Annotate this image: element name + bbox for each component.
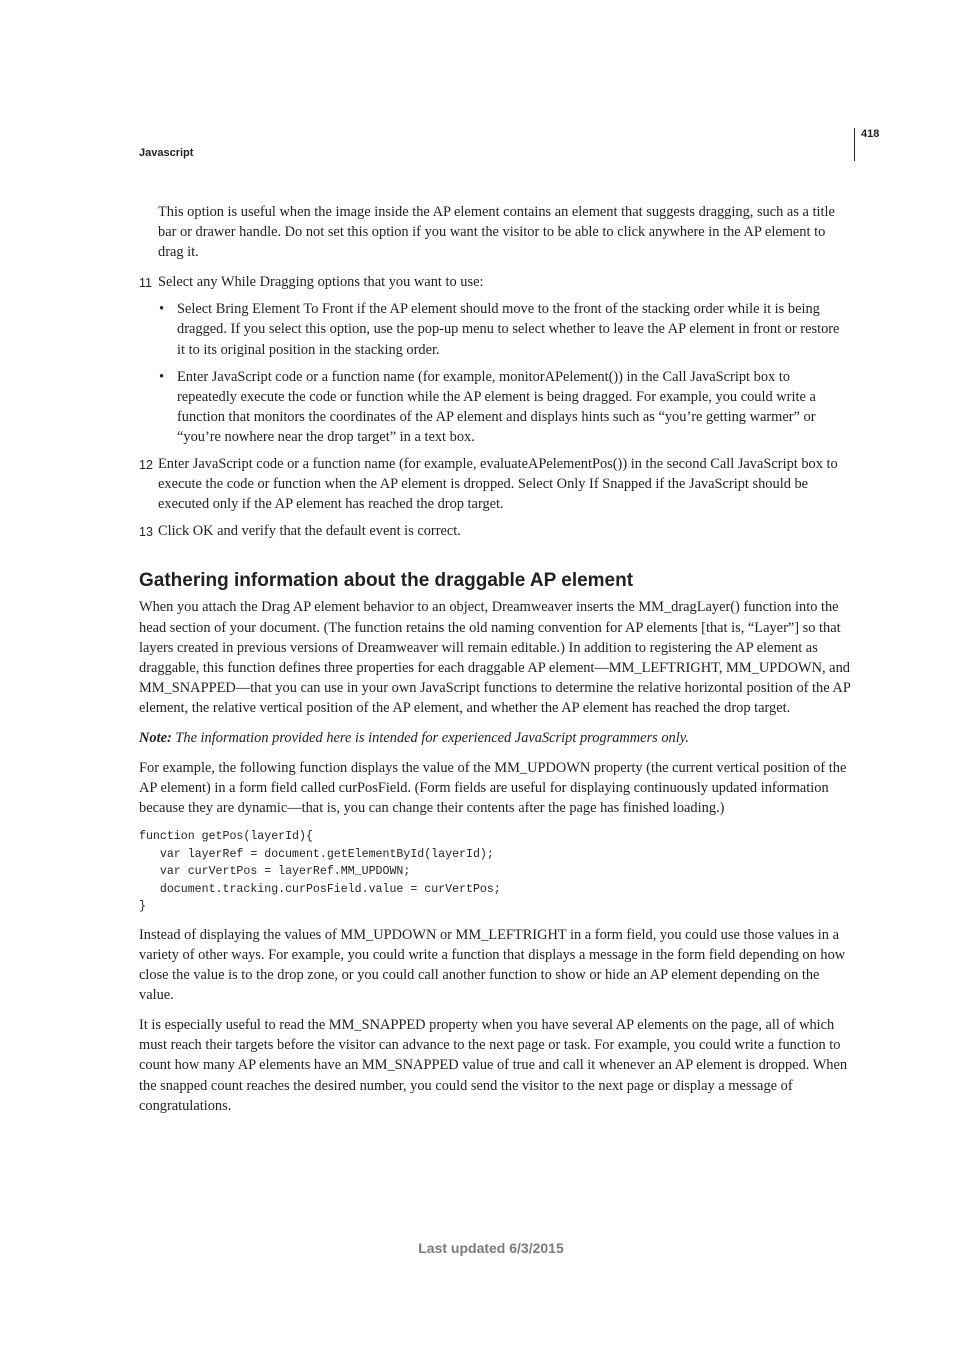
- paragraph-snapped: It is especially useful to read the MM_SNAPPED property when you have several AP elements on the page, all of which must reach their targets before the visitor can advance to the next page or task. For example, you could write a function to count how many AP elements have an MM_SNAPPED value of true and call it whenever an AP element is dropped. When the snapped count reaches the desired number, you could send the visitor to the next page or display a message of congratulations.: [139, 1017, 848, 1114]
- code-block: function getPos(layerId){ var layerRef = document.getElementById(layerId); var curVertPos = layerRef.MM_UPDOWN; document.tracking.curPosField.value = curVertPos; }: [139, 830, 501, 914]
- step-13: [139, 521, 851, 541]
- paragraph-drag-layer: When you attach the Drag AP element behavior to an object, Dreamweaver inserts the MM_dragLayer() function into the head section of your document. (The function retains the old naming convention for AP elements [that is, “Layer”] so that layers created in previous versions of Dreamweaver will remain editable.) In addition to registering the AP element as draggable, this function defines three properties for each draggable AP element—MM_LEFTRIGHT, MM_UPDOWN, and MM_SNAPPED—that you can use in your own JavaScript functions to determine the relative horizontal position of the AP element, the relative vertical position of the AP element, and whether the AP element has reached the drop target.: [139, 599, 851, 716]
- paragraph-example: For example, the following function displays the value of the MM_UPDOWN property (the current vertical position of the AP element) in a form field called curPosField. (Form fields are useful for displaying continuously updated information because they are dynamic—that is, you can change their contents after the page has finished loading.): [139, 760, 847, 817]
- note-label: Note:: [139, 729, 172, 746]
- step-number: 11: [139, 276, 152, 291]
- bullet-item: [139, 299, 851, 359]
- paragraph-other-uses: Instead of displaying the values of MM_UPDOWN or MM_LEFTRIGHT in a form field, you could use those values in a variety of other ways. For example, you could write a function that displays a message in the form field depending on how close the value is to the drop zone, or you could call another function to show or hide an AP element depending on the value.: [139, 926, 846, 1004]
- footer-last-updated: Last updated 6/3/2015: [418, 1240, 564, 1256]
- section-heading: Gathering information about the draggable AP element: [139, 570, 634, 592]
- step-text: Select any While Dragging options that you want to use:: [158, 274, 484, 291]
- page-number: 418: [861, 128, 880, 140]
- note: [139, 728, 851, 748]
- step-12: [139, 454, 851, 514]
- document-body: [139, 202, 851, 1126]
- page-number-rule: [854, 128, 855, 161]
- note-text: The information provided here is intended for experienced JavaScript programmers only.: [175, 729, 689, 746]
- step-11: [139, 272, 851, 292]
- step-11-bullets: [139, 299, 851, 447]
- step-text: Enter JavaScript code or a function name (for example, evaluateAPelementPos()) in the second Call JavaScript box to execute the code or function when the AP element is dropped. Select Only If Snapped if the JavaScript should be executed only if the AP element has reached the drop target.: [158, 456, 838, 513]
- bullet-icon: •: [159, 301, 165, 318]
- bullet-text: Enter JavaScript code or a function name (for example, monitorAPelement()) in the Call JavaScript box to repeatedly execute the code or function while the AP element is being dragged. For example, you could write a function that monitors the coordinates of the AP element and displays hints such as “you’re getting warmer” or “you’re nowhere near the drop target” in a text box.: [177, 368, 816, 445]
- running-head: Javascript: [139, 147, 194, 159]
- bullet-item: [139, 367, 851, 447]
- bullet-text: Select Bring Element To Front if the AP element should move to the front of the stacking order while it is being dragged. If you select this option, use the pop-up menu to select whether to leave the AP element in front or restore it to its original position in the stacking order.: [177, 301, 840, 358]
- bullet-icon: •: [159, 368, 165, 385]
- intro-paragraph: This option is useful when the image inside the AP element contains an element that suggests dragging, such as a title bar or drawer handle. Do not set this option if you want the visitor to be able to click anywhere in the AP element to drag it.: [158, 204, 835, 261]
- step-number: 12: [139, 458, 153, 473]
- step-text: Click OK and verify that the default event is correct.: [158, 523, 461, 540]
- step-number: 13: [139, 525, 153, 540]
